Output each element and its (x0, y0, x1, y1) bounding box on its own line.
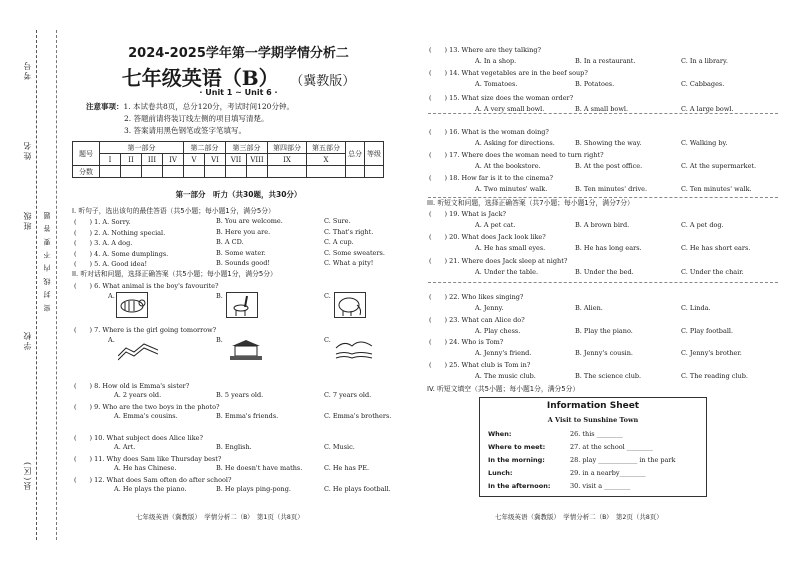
question-11-stem: ( ) 11. Why does Sam like Thursday best? (74, 455, 222, 463)
question-20-option-b[interactable]: B. He has long ears. (575, 244, 642, 252)
col-6: VI (205, 154, 226, 166)
answer-26[interactable]: 26. this ________ (570, 430, 623, 438)
question-14-option-c[interactable]: C. Cabbages. (681, 80, 725, 88)
page-2-footer: 七年级英语（冀教版） 学情分析二（B） 第2页（共8页） (495, 513, 663, 521)
class-label: 班级 (23, 210, 32, 230)
question-14-option-a[interactable]: A. Tomatoes. (475, 80, 518, 88)
county-label: 县(区) (23, 460, 32, 491)
question-18-option-c[interactable]: C. Ten minutes' walk. (681, 185, 752, 193)
score-cell[interactable] (307, 166, 346, 178)
page-1-footer: 七年级英语（冀教版） 学情分析二（B） 第1页（共8页） (136, 513, 304, 521)
question-10-option-a[interactable]: A. Art. (114, 443, 136, 451)
col-10: X (307, 154, 346, 166)
score-table (72, 141, 384, 178)
question-9-option-a[interactable]: A. Emma's cousins. (114, 412, 178, 420)
score-cell[interactable] (268, 166, 307, 178)
col-1: I (100, 154, 121, 166)
question-22-option-a[interactable]: A. Jenny. (475, 304, 504, 312)
question-5-option-a[interactable]: ( ) 5. A. Good idea! (74, 260, 148, 268)
seal-note: 密 封 线 内 不 要 答 题 (43, 210, 51, 312)
seal-line (36, 30, 37, 540)
subject-name: 七年级英语（B） (121, 66, 279, 90)
question-20-option-a[interactable]: A. He has small eyes. (475, 244, 546, 252)
note-3: 3. 答案请用黑色钢笔或签字笔填写。 (124, 126, 247, 135)
tiger-picture[interactable] (116, 292, 148, 318)
question-24-stem: ( ) 24. Who is Tom? (429, 338, 504, 346)
question-11-option-c[interactable]: C. He has PE. (324, 464, 370, 472)
question-3-option-c[interactable]: C. A cup. (324, 238, 354, 246)
col-4: IV (163, 154, 184, 166)
question-9-option-b[interactable]: B. Emma's friends. (216, 412, 279, 420)
question-5-option-c[interactable]: C. What a pity! (324, 259, 374, 267)
question-16-stem: ( ) 16. What is the woman doing? (429, 128, 549, 136)
q6-label-a: A. (108, 292, 115, 300)
question-21-option-a[interactable]: A. Under the table. (475, 268, 539, 276)
giraffe-icon (227, 293, 257, 317)
col-2: II (121, 154, 142, 166)
question-25-option-a[interactable]: A. The music club. (475, 372, 536, 380)
score-part-3: 第三部分 (226, 142, 268, 154)
question-4-option-a[interactable]: ( ) 4. A. Some dumplings. (74, 249, 169, 258)
question-15-stem: ( ) 15. What size does the woman order? (429, 94, 574, 102)
question-10-option-b[interactable]: B. English. (216, 443, 252, 451)
question-13-option-a[interactable]: A. In a shop. (475, 57, 517, 65)
score-cell[interactable] (226, 166, 247, 178)
exam-notes (86, 101, 294, 137)
question-13-option-b[interactable]: B. In a restaurant. (575, 57, 636, 65)
col-9: IX (268, 154, 307, 166)
information-sheet (479, 397, 707, 497)
question-8-option-a[interactable]: A. 2 years old. (114, 391, 162, 399)
exam-no-label: 考号 (23, 60, 32, 80)
answer-29[interactable]: 29. in a nearby________ (570, 469, 646, 477)
question-13-stem: ( ) 13. Where are they talking? (429, 46, 541, 54)
score-cell[interactable] (100, 166, 121, 178)
info-key-lunch: Lunch: (488, 469, 513, 477)
great-wall-icon (118, 336, 158, 362)
question-16-option-a[interactable]: A. Asking for directions. (475, 139, 555, 147)
question-8-option-c[interactable]: C. 7 years old. (324, 391, 372, 399)
question-8-option-b[interactable]: B. 5 years old. (216, 391, 264, 399)
answer-30[interactable]: 30. visit a ________ (570, 482, 631, 490)
info-subtitle: A Visit to Sunshine Town (547, 416, 639, 424)
question-25-option-c[interactable]: C. The reading club. (681, 372, 748, 380)
question-3-option-a[interactable]: ( ) 3. A. A dog. (74, 239, 133, 247)
question-19-stem: ( ) 19. What is Jack? (429, 210, 506, 218)
notes-label: 注意事项： (86, 102, 124, 111)
subject-title (66, 62, 411, 91)
question-25-stem: ( ) 25. What club is Tom in? (429, 361, 531, 369)
giraffe-picture[interactable] (226, 292, 258, 318)
question-21-stem: ( ) 21. Where does Jack sleep at night? (429, 257, 568, 265)
lake-picture[interactable] (334, 336, 374, 362)
q7-label-a: A. (108, 336, 115, 344)
palace-picture[interactable] (226, 336, 266, 362)
question-14-stem: ( ) 14. What vegetables are in the beef soup? (429, 69, 588, 77)
great-wall-picture[interactable] (118, 336, 158, 362)
part1-title: 第一部分 听力（共30题，共30分） (175, 190, 302, 199)
question-19-option-b[interactable]: B. A brown bird. (575, 221, 630, 229)
score-cell[interactable] (163, 166, 184, 178)
question-23-option-c[interactable]: C. Play football. (681, 327, 734, 335)
question-15-option-c[interactable]: C. A large bowl. (681, 105, 734, 113)
question-1-option-c[interactable]: C. Sure. (324, 217, 351, 225)
question-15-option-b[interactable]: B. A small bowl. (575, 105, 629, 113)
score-cell[interactable] (346, 166, 365, 178)
question-11-option-b[interactable]: B. He doesn't have maths. (216, 464, 303, 472)
elephant-picture[interactable] (334, 292, 366, 318)
question-2-option-a[interactable]: ( ) 2. A. Nothing special. (74, 228, 166, 237)
info-key-where: Where to meet: (488, 443, 546, 451)
col-5: V (184, 154, 205, 166)
q7-label-b: B. (216, 336, 223, 344)
sec1-title: I. 听句子，选出该句的最佳答语（共5小题；每小题1分，满分5分） (72, 207, 275, 215)
q7-label-c: C. (324, 336, 331, 344)
section-divider (428, 113, 778, 114)
question-12-option-c[interactable]: C. He plays football. (324, 485, 391, 493)
score-part-1: 第一部分 (100, 142, 184, 154)
score-cell[interactable] (247, 166, 268, 178)
question-24-option-c[interactable]: C. Jenny's brother. (681, 349, 742, 357)
question-18-stem: ( ) 18. How far is it to the cinema? (429, 174, 554, 182)
school-label: 学校 (23, 330, 32, 350)
q6-label-c: C. (324, 292, 331, 300)
info-key-afternoon: In the afternoon: (488, 482, 551, 490)
tiger-icon (117, 293, 147, 317)
name-label: 姓名 (23, 140, 32, 160)
question-18-option-b[interactable]: B. Ten minutes' drive. (575, 185, 648, 193)
question-12-option-a[interactable]: A. He plays the piano. (114, 485, 187, 493)
question-23-option-b[interactable]: B. Play the piano. (575, 327, 633, 335)
score-cell[interactable] (365, 166, 384, 178)
info-key-morning: In the morning: (488, 456, 545, 464)
score-cell[interactable] (205, 166, 226, 178)
lake-icon (334, 336, 374, 362)
question-20-option-c[interactable]: C. He has short ears. (681, 244, 751, 252)
score-part-5: 第五部分 (307, 142, 346, 154)
question-4-option-b[interactable]: B. Some water. (216, 248, 266, 257)
answer-28[interactable]: 28. play ____________ in the park (570, 456, 676, 464)
question-17-stem: ( ) 17. Where does the woman need to turn right? (429, 151, 604, 159)
score-row-label: 题号 (73, 142, 100, 166)
question-19-option-c[interactable]: C. A pet dog. (681, 221, 724, 229)
question-2-option-c[interactable]: C. That's right. (324, 227, 374, 236)
score-total-label: 总分 (346, 142, 365, 166)
score-row-label-bottom: 分数 (73, 166, 100, 178)
question-9-option-c[interactable]: C. Emma's brothers. (324, 412, 392, 420)
question-15-option-a[interactable]: A. A very small bowl. (475, 105, 545, 113)
q6-label-b: B. (216, 292, 223, 300)
question-11-option-a[interactable]: A. He has Chinese. (114, 464, 177, 472)
note-1: 1. 本试卷共8页，总分120分，考试时间120分钟。 (123, 102, 294, 111)
question-8-stem: ( ) 8. How old is Emma's sister? (74, 382, 190, 390)
score-grade-label: 等级 (365, 142, 384, 166)
question-22-option-b[interactable]: B. Alien. (575, 304, 603, 312)
question-5-option-b[interactable]: B. Sounds good! (216, 259, 270, 267)
question-22-stem: ( ) 22. Who likes singing? (429, 293, 524, 301)
seal-line-inner (56, 30, 57, 540)
question-13-option-c[interactable]: C. In a library. (681, 57, 728, 65)
question-21-option-c[interactable]: C. Under the chair. (681, 268, 744, 276)
question-17-option-c[interactable]: C. At the supermarket. (681, 162, 757, 170)
question-14-option-b[interactable]: B. Potatoes. (575, 80, 615, 88)
question-25-option-b[interactable]: B. The science club. (575, 372, 642, 380)
question-2-option-b[interactable]: B. Here you are. (216, 227, 271, 236)
unit-range: · Unit 1 ~ Unit 6 · (199, 88, 278, 97)
question-21-option-b[interactable]: B. Under the bed. (575, 268, 634, 276)
question-17-option-b[interactable]: B. At the post office. (575, 162, 643, 170)
question-23-stem: ( ) 23. What can Alice do? (429, 316, 525, 324)
col-8: VIII (247, 154, 268, 166)
edition-label: （冀教版） (296, 74, 356, 89)
col-7: VII (226, 154, 247, 166)
question-1-option-b[interactable]: B. You are welcome. (216, 217, 283, 225)
question-23-option-a[interactable]: A. Play chess. (475, 327, 521, 335)
question-24-option-a[interactable]: A. Jenny's friend. (475, 349, 532, 357)
question-12-option-b[interactable]: B. He plays ping-pong. (216, 485, 291, 493)
question-16-option-b[interactable]: B. Showing the way. (575, 139, 642, 147)
question-4-option-c[interactable]: C. Some sweaters. (324, 248, 385, 257)
question-6: ( ) 6. What animal is the boy's favourite? (74, 282, 219, 290)
section-divider (428, 282, 778, 283)
note-2: 2. 答题前请将装订线左侧的项目填写清楚。 (124, 114, 269, 123)
question-10-option-c[interactable]: C. Music. (324, 443, 355, 451)
score-part-4: 第四部分 (268, 142, 307, 154)
question-22-option-c[interactable]: C. Linda. (681, 304, 711, 312)
info-title: Information Sheet (546, 401, 640, 411)
score-cell[interactable] (184, 166, 205, 178)
question-12-stem: ( ) 12. What does Sam often do after school? (74, 476, 232, 484)
question-1-option-a[interactable]: ( ) 1. A. Sorry. (74, 218, 131, 226)
question-16-option-c[interactable]: C. Walking by. (681, 139, 728, 147)
question-10-stem: ( ) 10. What subject does Alice like? (74, 434, 203, 442)
binding-strip (0, 0, 62, 561)
score-part-2: 第二部分 (184, 142, 226, 154)
info-key-when: When: (488, 430, 512, 438)
col-3: III (142, 154, 163, 166)
score-cell[interactable] (121, 166, 142, 178)
question-9-stem: ( ) 9. Who are the two boys in the photo? (74, 403, 220, 411)
question-19-option-a[interactable]: A. A pet cat. (475, 221, 516, 229)
question-24-option-b[interactable]: B. Jenny's cousin. (575, 349, 634, 357)
elephant-icon (335, 293, 365, 317)
question-18-option-a[interactable]: A. Two minutes' walk. (475, 185, 548, 193)
sec2-title: II. 听对话和问题，选择正确答案（共5小题；每小题1分，满分5分） (72, 270, 277, 278)
term-title: 2024-2025学年第一学期学情分析二 (128, 46, 349, 61)
sec4-title: IV. 听短文填空（共5小题；每小题1分，满分5分） (427, 385, 580, 393)
question-20-stem: ( ) 20. What does Jack look like? (429, 233, 546, 241)
palace-icon (226, 336, 266, 362)
score-cell[interactable] (142, 166, 163, 178)
question-17-option-a[interactable]: A. At the bookstore. (475, 162, 541, 170)
answer-27[interactable]: 27. at the school ________ (570, 443, 653, 451)
question-3-option-b[interactable]: B. A CD. (216, 238, 244, 246)
question-7: ( ) 7. Where is the girl going tomorrow? (74, 326, 217, 334)
sec3-title: III. 听短文和问题，选择正确答案（共7小题；每小题1分，满分7分） (427, 199, 634, 207)
